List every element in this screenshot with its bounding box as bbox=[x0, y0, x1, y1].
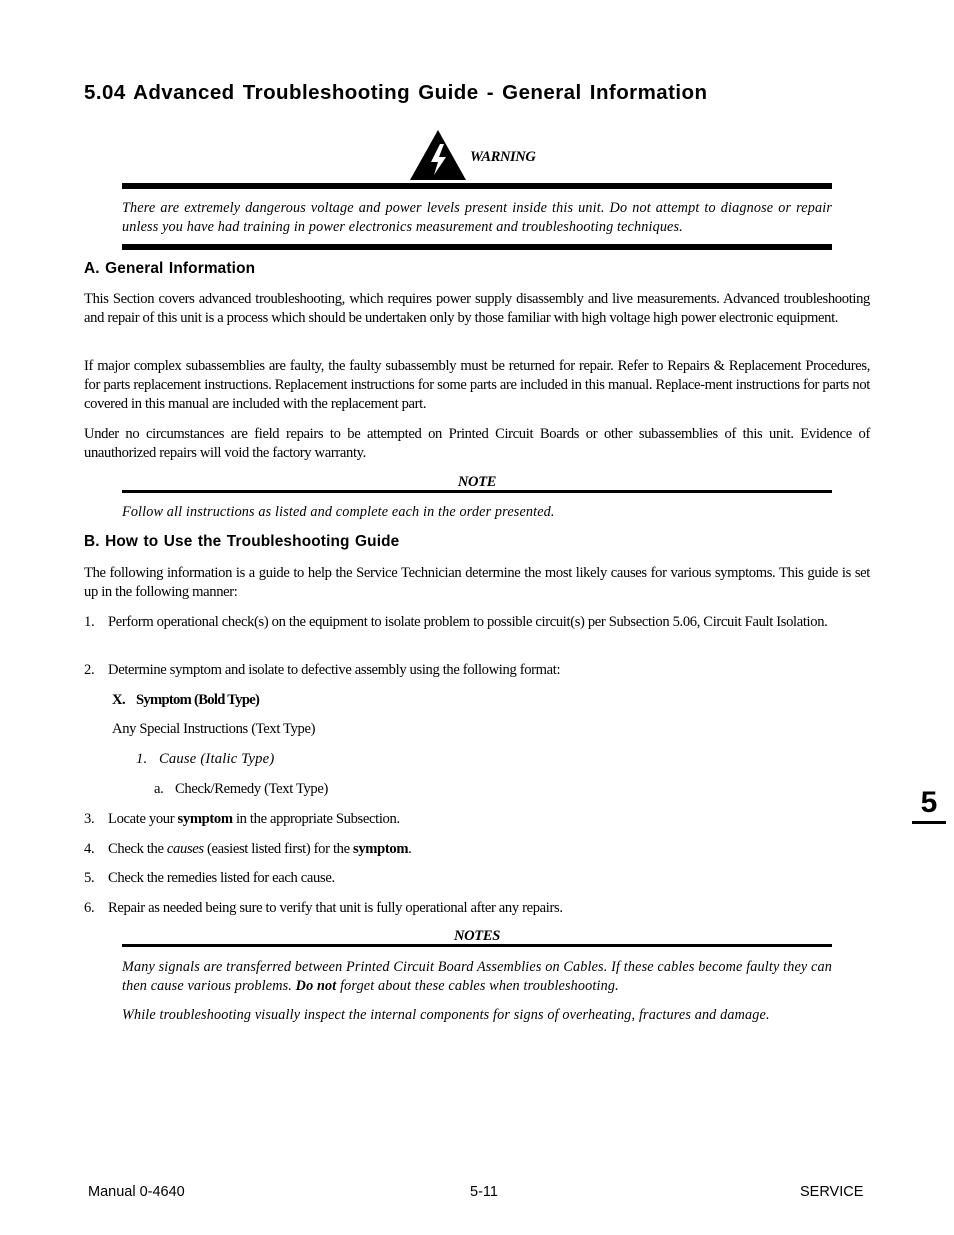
notes-paragraph-2: While troubleshooting visually inspect the internal components for signs of overheating, fractures and damage. bbox=[122, 1007, 770, 1023]
format-cause-number: 1. bbox=[136, 751, 148, 767]
section-b-heading: B. How to Use the Troubleshooting Guide bbox=[84, 533, 400, 550]
notes-rule bbox=[122, 944, 832, 947]
step-1-text: Perform operational check(s) on the equipment to isolate problem to possible circuit(s) per Subsection 5.06, Circuit Fault Isolation. bbox=[108, 614, 828, 630]
footer-page-number: 5-11 bbox=[470, 1184, 498, 1200]
step-1-number: 1. bbox=[84, 614, 95, 630]
format-symptom-number: X. bbox=[112, 692, 125, 708]
lightning-warning-icon bbox=[409, 129, 467, 181]
section-tab-number: 5 bbox=[920, 786, 938, 819]
note-label: NOTE bbox=[457, 474, 497, 490]
section-a-paragraph-3: Under no circumstances are field repairs to be attempted on Printed Circuit Boards or other subassemblies of this unit. Evidence of unauthorized repairs will void the factory warranty. bbox=[84, 426, 870, 461]
step-3-text: Locate your symptom in the appropriate Subsection. bbox=[108, 811, 400, 827]
step-5-number: 5. bbox=[84, 870, 95, 886]
section-tab-rule bbox=[912, 821, 946, 824]
footer-section-name: SERVICE bbox=[800, 1184, 864, 1200]
notes-paragraph-1: Many signals are transferred between Printed Circuit Board Assemblies on Cables. If these cables become faulty they can then cause various problems. Do not forget about these cables when troubleshooting. bbox=[122, 959, 832, 994]
format-special-instructions: Any Special Instructions (Text Type) bbox=[112, 721, 316, 737]
section-a-paragraph-2: If major complex subassemblies are faulty, the faulty subassembly must be returned for repair. Refer to Repairs & Replacement Procedures, for parts replacement instructions. Replacement instructions for some parts are included in this manual. Replace-ment instructions for parts not covered in this manual are included with the replacement part. bbox=[84, 358, 870, 412]
step-4-number: 4. bbox=[84, 841, 95, 857]
footer-manual-number: Manual 0-4640 bbox=[88, 1184, 185, 1200]
warning-text: There are extremely dangerous voltage and power levels present inside this unit. Do not attempt to diagnose or repair unless you have had training in power electronics measurement and troubleshooting techniques. bbox=[122, 200, 832, 235]
step-4-text: Check the causes (easiest listed first) for the symptom. bbox=[108, 841, 412, 857]
step-6-number: 6. bbox=[84, 900, 95, 916]
step-3-number: 3. bbox=[84, 811, 95, 827]
section-a-heading: A. General Information bbox=[84, 260, 256, 277]
section-a-paragraph-1: This Section covers advanced troubleshooting, which requires power supply disassembly and live measurements. Advanced troubleshooting and repair of this unit is a process which should be undertaken only by those familiar with high voltage high power electronic equipment. bbox=[84, 291, 870, 326]
format-check-text: Check/Remedy (Text Type) bbox=[175, 781, 329, 797]
section-b-intro: The following information is a guide to help the Service Technician determine the most likely causes for various symptoms. This guide is set up in the following manner: bbox=[84, 565, 870, 600]
format-symptom-text: Symptom (Bold Type) bbox=[136, 692, 260, 708]
note-text: Follow all instructions as listed and complete each in the order presented. bbox=[122, 504, 555, 520]
step-5-text: Check the remedies listed for each cause. bbox=[108, 870, 335, 886]
format-check-number: a. bbox=[154, 781, 164, 797]
note-rule bbox=[122, 490, 832, 493]
page-title: 5.04 Advanced Troubleshooting Guide - General Information bbox=[84, 81, 708, 104]
step-2-number: 2. bbox=[84, 662, 95, 678]
step-6-text: Repair as needed being sure to verify that unit is fully operational after any repairs. bbox=[108, 900, 563, 916]
step-2-text: Determine symptom and isolate to defective assembly using the following format: bbox=[108, 662, 561, 678]
format-cause-text: Cause (Italic Type) bbox=[159, 751, 275, 767]
warning-bottom-rule bbox=[122, 244, 832, 250]
warning-label: WARNING bbox=[470, 149, 536, 165]
notes-label: NOTES bbox=[453, 928, 501, 944]
warning-top-rule bbox=[122, 183, 832, 189]
